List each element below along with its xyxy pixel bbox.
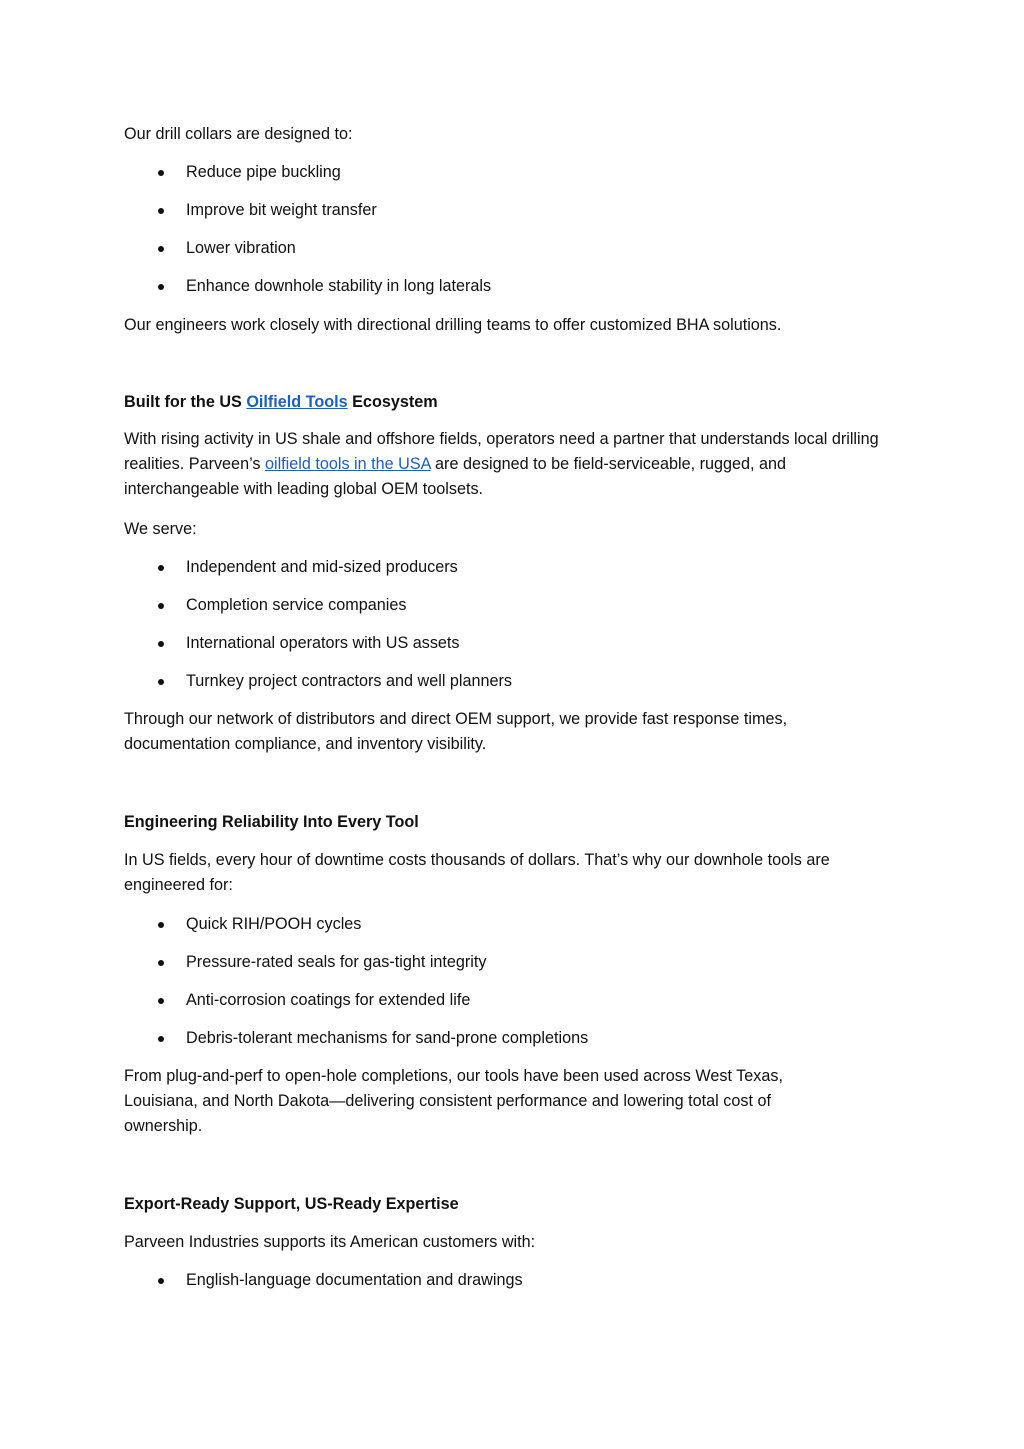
reliability-paragraph: In US fields, every hour of downtime costs thousands of dollars. That’s why our downhole tools are engineered for: bbox=[124, 851, 830, 894]
list-item-text: Debris-tolerant mechanisms for sand-prone completions bbox=[186, 1029, 589, 1047]
list-item-text: Improve bit weight transfer bbox=[186, 201, 377, 219]
list-item bbox=[124, 555, 894, 580]
list-item bbox=[124, 274, 894, 299]
export-lead: Parveen Industries supports its American customers with: bbox=[124, 1233, 536, 1251]
section-heading-ecosystem bbox=[124, 390, 894, 415]
list-item bbox=[124, 631, 894, 656]
list-item bbox=[124, 669, 894, 694]
bullet-icon bbox=[158, 1036, 164, 1042]
list-item-text: Pressure-rated seals for gas-tight integrity bbox=[186, 953, 487, 971]
ecosystem-lead: We serve: bbox=[124, 520, 197, 538]
ecosystem-closing: Through our network of distributors and direct OEM support, we provide fast response times, documentation compliance, and inventory visibility. bbox=[124, 710, 788, 753]
bullet-icon bbox=[158, 170, 164, 176]
list-item bbox=[124, 912, 894, 937]
reliability-closing: From plug-and-perf to open-hole completions, our tools have been used across West Texas, Louisiana, and North Dakota—delivering consistent performance and lowering total cost of ownership. bbox=[124, 1067, 783, 1135]
list-item-text: Independent and mid-sized producers bbox=[186, 558, 458, 576]
bullet-icon bbox=[158, 208, 164, 214]
oilfield-tools-link[interactable]: Oilfield Tools bbox=[246, 393, 348, 411]
list-item-text: Quick RIH/POOH cycles bbox=[186, 915, 362, 933]
list-item-text: Completion service companies bbox=[186, 596, 407, 614]
section-heading-export: Export-Ready Support, US-Ready Expertise bbox=[124, 1195, 459, 1213]
list-item bbox=[124, 1026, 894, 1051]
bullet-icon bbox=[158, 922, 164, 928]
heading-text: Built for the US bbox=[124, 393, 247, 411]
list-item bbox=[124, 593, 894, 618]
bullet-icon bbox=[158, 246, 164, 252]
bullet-icon bbox=[158, 603, 164, 609]
list-item bbox=[124, 1268, 894, 1293]
bullet-icon bbox=[158, 1278, 164, 1284]
list-item-text: English-language documentation and drawings bbox=[186, 1271, 523, 1289]
list-item bbox=[124, 950, 894, 975]
list-item bbox=[124, 160, 894, 185]
list-item-text: International operators with US assets bbox=[186, 634, 460, 652]
list-item bbox=[124, 198, 894, 223]
ecosystem-paragraph bbox=[124, 427, 884, 502]
bullet-icon bbox=[158, 565, 164, 571]
section-heading-reliability: Engineering Reliability Into Every Tool bbox=[124, 813, 419, 831]
list-item-text: Lower vibration bbox=[186, 239, 296, 257]
list-item bbox=[124, 236, 894, 261]
heading-text: Ecosystem bbox=[347, 393, 438, 411]
bullet-icon bbox=[158, 641, 164, 647]
oilfield-tools-usa-link[interactable]: oilfield tools in the USA bbox=[264, 455, 431, 473]
bullet-icon bbox=[158, 998, 164, 1004]
list-item bbox=[124, 988, 894, 1013]
list-item-text: Reduce pipe buckling bbox=[186, 163, 341, 181]
paragraph-text: are designed to be field-serviceable, rugged, and interchangeable with leading global OEM toolsets. bbox=[124, 455, 787, 498]
list-item-text: Anti-corrosion coatings for extended life bbox=[186, 991, 471, 1009]
bullet-icon bbox=[158, 960, 164, 966]
intro-closing: Our engineers work closely with directional drilling teams to offer customized BHA solutions. bbox=[124, 316, 782, 334]
paragraph-text: With rising activity in US shale and offshore fields, operators need a partner that understands local drilling realities. Parveen’s bbox=[124, 430, 879, 473]
intro-lead: Our drill collars are designed to: bbox=[124, 125, 353, 143]
list-item-text: Turnkey project contractors and well planners bbox=[186, 672, 513, 690]
bullet-icon bbox=[158, 679, 164, 685]
list-item-text: Enhance downhole stability in long laterals bbox=[186, 277, 492, 295]
bullet-icon bbox=[158, 284, 164, 290]
